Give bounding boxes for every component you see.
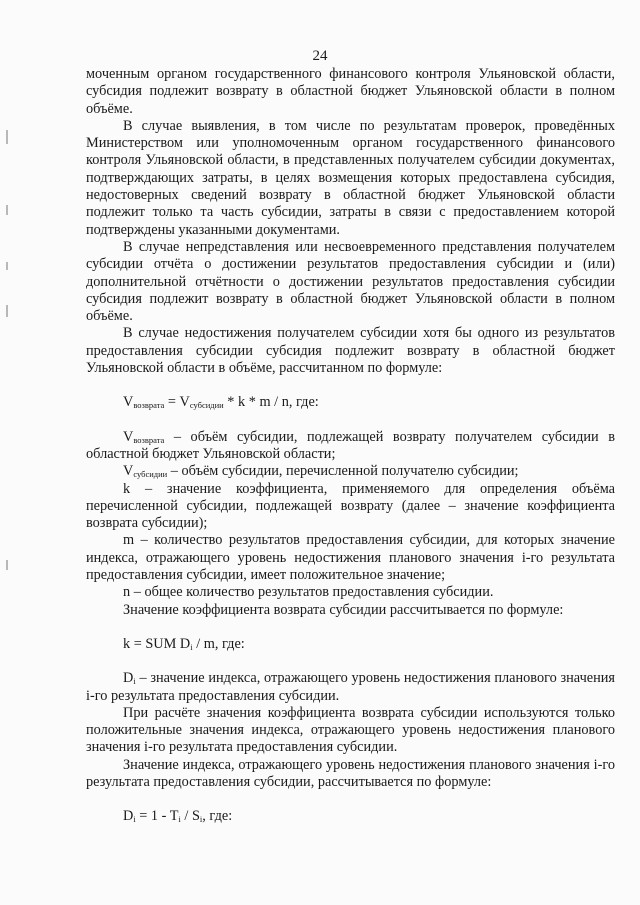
- document-body: [86, 66, 615, 826]
- paragraph-positive-values: При расчёте значения коэффициента возврата субсидии используются только положительные значения индекса, отражающего уровень недостижения планового значения i-го результата предоставления субсидии.: [86, 704, 615, 756]
- paragraph-verification: В случае выявления, в том числе по результатам проверок, проведённых Министерством или уполномоченным органом государственного финансового контроля Ульяновской области, в представленных получателем субсидии документах, подтверждающих затраты, в целях возмещения которых предоставлена субсидия, недостоверных сведений возврату в областной бюджет Ульяновской области подлежит только та часть субсидии, затраты в связи с предоставлением которой подтверждены указанными документами.: [86, 117, 615, 238]
- paragraph-index-formula: Значение индекса, отражающего уровень недостижения планового значения i-го результата предоставления субсидии, рассчитывается по формуле:: [86, 756, 615, 790]
- page-number: 24: [312, 48, 328, 64]
- scan-edge-mark: [6, 305, 8, 317]
- formula-k: k = SUM $D_i$ / m, где:: [123, 635, 245, 652]
- scan-edge-mark: [6, 205, 8, 215]
- definition-m: m – количество результатов предоставления субсидии, для которых значение индекса, отражающего уровень недостижения планового значения i-го результата предоставления субсидии, имеет положительное значение;: [86, 532, 615, 584]
- definition-v-subsidii: $V_{субсидии}$ – объём субсидии, перечисленной получателю субсидии;: [123, 463, 519, 480]
- paragraph-coefficient-formula: Значение коэффициента возврата субсидии рассчитывается по формуле:: [123, 601, 564, 618]
- definition-v-vozvrata: $V_{возврата}$ – объём субсидии, подлежащей возврату получателем субсидии в областной бюджет Ульяновской области;: [86, 428, 615, 462]
- formula-v-vozvrata: $V_{возврата} = V_{субсидии} * k * m / n$, где:: [123, 394, 319, 411]
- formula-d-i: $D_i = 1 - T_i / S_i$, где:: [123, 808, 233, 825]
- paragraph-nonachievement: В случае недостижения получателем субсидии хотя бы одного из результатов предоставления субсидии субсидия подлежит возврату в областной бюджет Ульяновской области в объёме, рассчитанном по формуле:: [86, 325, 615, 377]
- definition-k: k – значение коэффициента, применяемого для определения объёма перечисленной субсидии, подлежащей возврату (далее – значение коэффициента возврата субсидии);: [86, 480, 615, 532]
- scan-edge-mark: [6, 130, 8, 144]
- scan-edge-mark: [6, 262, 8, 270]
- paragraph-nonsubmission: В случае непредставления или несвоевременного представления получателем субсидии отчёта о достижении результатов предоставления субсидии и (или) дополнительной отчётности о достижении результатов предоставления субсидии субсидия подлежит возврату в областной бюджет Ульяновской области в полном объёме.: [86, 238, 615, 325]
- definition-n: n – общее количество результатов предоставления субсидии.: [123, 584, 494, 601]
- definition-d-i: $D_i$ – значение индекса, отражающего уровень недостижения планового значения i-го результата предоставления субсидии.: [86, 670, 615, 704]
- scan-edge-mark: [6, 560, 8, 570]
- paragraph-continuation: моченным органом государственного финансового контроля Ульяновской области, субсидия подлежит возврату в областной бюджет Ульяновской области в полном объёме.: [86, 66, 615, 117]
